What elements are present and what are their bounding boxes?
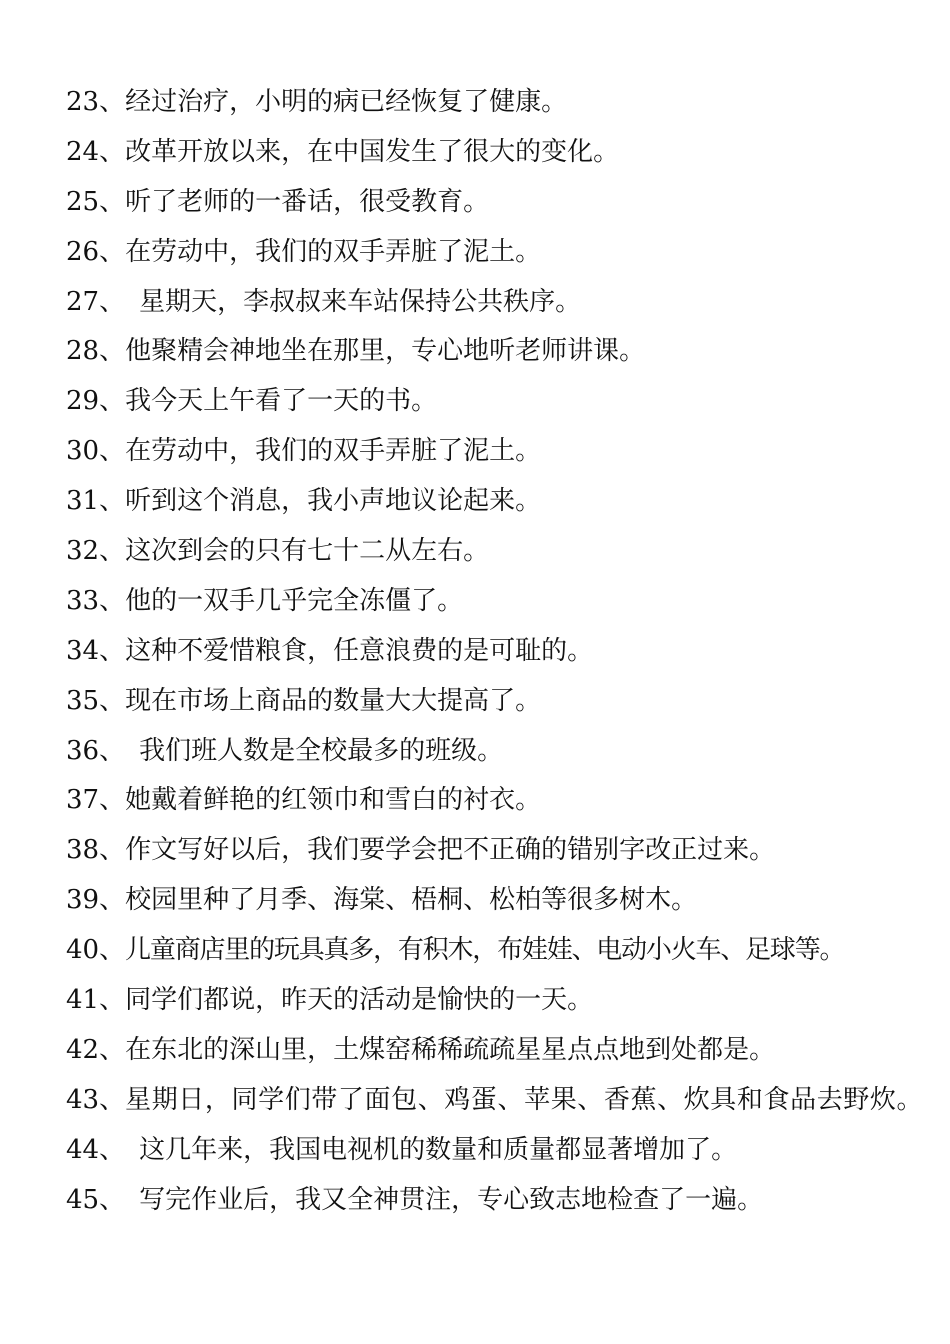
sentence-item	[66, 1026, 934, 1076]
sentence-item	[66, 178, 934, 228]
sentence-item	[66, 677, 934, 727]
item-text: 经过治疗，小明的病已经恢复了健康。	[125, 87, 568, 117]
sentence-item	[66, 128, 934, 178]
sentence-item	[66, 427, 934, 477]
item-text: 她戴着鲜艳的红领巾和雪白的衬衣。	[125, 785, 542, 816]
item-number: 23、	[66, 87, 126, 117]
item-text: 作文写好以后，我们要学会把不正确的错别字改正过来。	[125, 835, 776, 866]
item-text: 这种不爱惜粮食，任意浪费的是可耻的。	[125, 635, 594, 666]
item-number: 30、	[66, 436, 126, 467]
item-number: 36、	[66, 735, 126, 766]
item-number: 34、	[66, 635, 126, 666]
item-text: 这几年来，我国电视机的数量和质量都显著增加了。	[139, 1134, 738, 1165]
sentence-item	[66, 627, 934, 677]
item-text: 在东北的深山里，土煤窑稀稀疏疏星星点点地到处都是。	[125, 1034, 776, 1065]
item-number: 27、	[66, 286, 126, 317]
item-text: 星期天，李叔叔来车站保持公共秩序。	[139, 286, 582, 317]
sentence-item	[66, 926, 934, 976]
sentence-item	[66, 1076, 934, 1126]
item-number: 45、	[66, 1184, 126, 1215]
item-number: 35、	[66, 685, 126, 716]
item-number: 25、	[66, 186, 126, 217]
sentence-item	[66, 776, 934, 826]
item-number: 42、	[66, 1034, 126, 1065]
item-number: 28、	[66, 336, 126, 367]
item-text: 听到这个消息，我小声地议论起来。	[125, 486, 542, 517]
item-number: 38、	[66, 835, 126, 866]
item-text: 儿童商店里的玩具真多，有积木，布娃娃、电动小火车、足球等。	[125, 935, 845, 966]
item-number: 43、	[66, 1084, 126, 1115]
item-text: 在劳动中，我们的双手弄脏了泥土。	[125, 436, 542, 467]
sentence-item	[66, 278, 934, 328]
sentence-item	[66, 327, 934, 377]
item-text: 改革开放以来，在中国发生了很大的变化。	[125, 136, 620, 167]
sentence-item	[66, 1176, 934, 1226]
sentence-item	[66, 876, 934, 926]
item-number: 32、	[66, 536, 126, 567]
item-text: 听了老师的一番话，很受教育。	[125, 186, 490, 217]
sentence-item	[66, 228, 934, 278]
item-text: 我今天上午看了一天的书。	[125, 386, 438, 417]
item-number: 24、	[66, 136, 126, 167]
sentence-item	[66, 477, 934, 527]
sentence-list	[66, 78, 934, 1226]
sentence-item	[66, 377, 934, 427]
item-number: 33、	[66, 585, 126, 616]
item-text: 他聚精会神地坐在那里，专心地听老师讲课。	[125, 336, 646, 367]
item-number: 26、	[66, 236, 126, 267]
item-number: 29、	[66, 386, 126, 417]
item-text: 校园里种了月季、海棠、梧桐、松柏等很多树木。	[125, 885, 698, 916]
sentence-item	[66, 1126, 934, 1176]
item-text: 同学们都说，昨天的活动是愉快的一天。	[125, 985, 594, 1016]
sentence-item	[66, 976, 934, 1026]
item-text: 他的一双手几乎完全冻僵了。	[125, 585, 464, 616]
item-text: 我们班人数是全校最多的班级。	[139, 735, 504, 766]
item-number: 41、	[66, 985, 126, 1016]
item-text: 现在市场上商品的数量大大提高了。	[125, 685, 542, 716]
item-number: 39、	[66, 885, 126, 916]
item-text: 这次到会的只有七十二从左右。	[125, 536, 490, 567]
sentence-item	[66, 826, 934, 876]
item-number: 44、	[66, 1134, 126, 1165]
item-text: 星期日，同学们带了面包、鸡蛋、苹果、香蕉、炊具和食品去野炊。	[125, 1084, 924, 1115]
sentence-item	[66, 527, 934, 577]
sentence-item	[66, 577, 934, 627]
item-number: 31、	[66, 486, 126, 517]
item-text: 写完作业后，我又全神贯注，专心致志地检查了一遍。	[139, 1184, 764, 1215]
item-number: 37、	[66, 785, 126, 816]
sentence-item	[66, 727, 934, 777]
item-text: 在劳动中，我们的双手弄脏了泥土。	[125, 236, 542, 267]
item-number: 40、	[66, 935, 126, 966]
sentence-item	[66, 78, 934, 128]
